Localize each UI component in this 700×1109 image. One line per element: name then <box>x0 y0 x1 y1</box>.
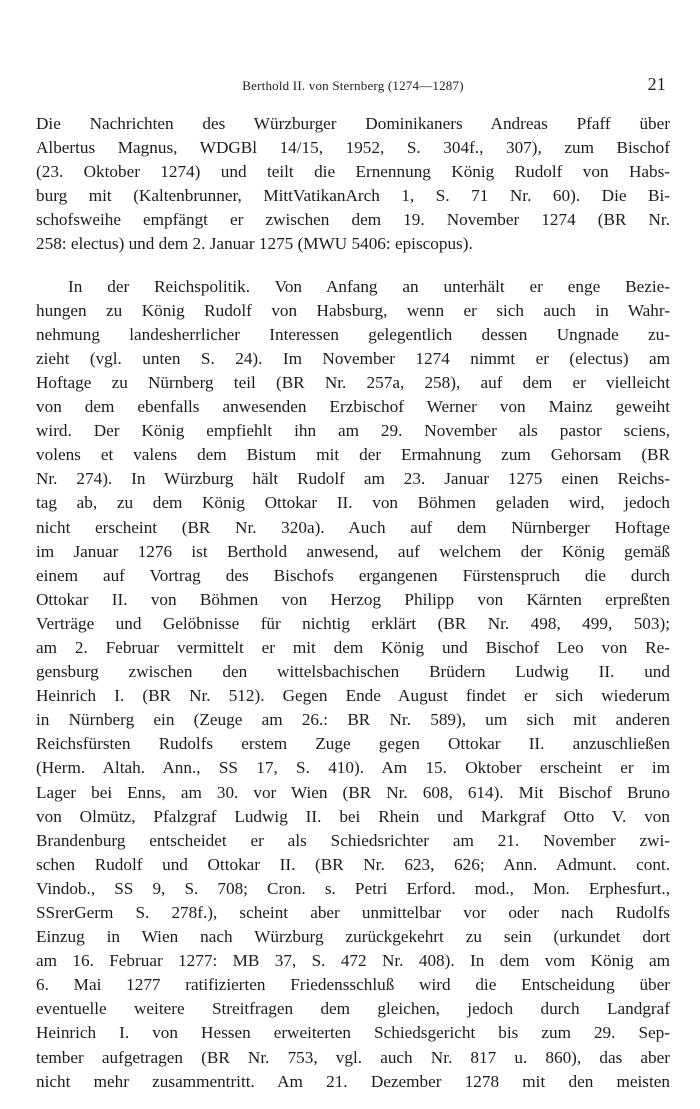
text-line: einem auf Vortrag des Bischofs ergangenen Fürstenspruch die durch <box>36 565 670 585</box>
text-line: 258: electus) und dem 2. Januar 1275 (MWU 5406: episcopus). <box>36 234 473 254</box>
text-line: 6. Mai 1277 ratifizierten Friedensschluß wird die Entscheidung über <box>36 975 670 995</box>
text-line: (23. Oktober 1274) und teilt die Ernennung König Rudolf von Habs- <box>36 162 670 182</box>
text-line: gensburg zwischen den wittelsbachischen Brüdern Ludwig II. und <box>36 662 670 682</box>
text-line: Heinrich I. von Hessen erweiterten Schiedsgericht bis zum 29. Sep- <box>36 1023 670 1043</box>
page-number: 21 <box>647 74 666 94</box>
text-line: burg mit (Kaltenbrunner, MittVatikanArch 1, S. 71 Nr. 60). Die Bi- <box>36 186 670 206</box>
text-line: wird. Der König empfiehlt ihn am 29. November als pastor sciens, <box>36 421 670 441</box>
text-line: in Nürnberg ein (Zeuge am 26.: BR Nr. 589), um sich mit anderen <box>36 710 670 730</box>
text-line: volens et valens dem Bistum mit der Ermahnung zum Gehorsam (BR <box>36 445 670 465</box>
text-line: Ottokar II. von Böhmen von Herzog Philipp von Kärnten erpreßten <box>36 589 670 609</box>
text-line: In der Reichspolitik. Von Anfang an unterhält er enge Bezie- <box>68 276 670 296</box>
text-line: im Januar 1276 ist Berthold anwesend, auf welchem der König gemäß <box>36 541 670 561</box>
text-line: am 16. Februar 1277: MB 37, S. 472 Nr. 408). In dem vom König am <box>36 951 670 971</box>
text-line: am 2. Februar vermittelt er mit dem König und Bischof Leo von Re- <box>36 637 670 657</box>
text-line: schen Rudolf und Ottokar II. (BR Nr. 623, 626; Ann. Admunt. cont. <box>36 854 670 874</box>
text-line: tember aufgetragen (BR Nr. 753, vgl. auch Nr. 817 u. 860), das aber <box>36 1047 670 1067</box>
text-line: tag ab, zu dem König Ottokar II. von Böhmen geladen wird, jedoch <box>36 493 670 513</box>
book-page <box>36 74 670 1094</box>
text-line: von dem ebenfalls anwesenden Erzbischof Werner von Mainz geweiht <box>36 397 670 417</box>
running-title: Berthold II. von Sternberg (1274—1287) <box>242 78 464 93</box>
text-line: zieht (vgl. unten S. 24). Im November 1274 nimmt er (electus) am <box>36 348 670 368</box>
text-line: Die Nachrichten des Würzburger Dominikaners Andreas Pfaff über <box>36 114 670 133</box>
text-line: schofsweihe empfängt er zwischen dem 19. November 1274 (BR Nr. <box>36 210 670 230</box>
running-head <box>36 74 670 100</box>
text-line: eventuelle weitere Streitfragen dem gleichen, jedoch durch Landgraf <box>36 999 670 1019</box>
text-line: SSrerGerm S. 278f.), scheint aber unmittelbar vor oder nach Rudolfs <box>36 903 670 922</box>
text-line: von Olmütz, Pfalzgraf Ludwig II. bei Rhein und Markgraf Otto V. von <box>36 806 670 826</box>
text-line: Hoftage zu Nürnberg teil (BR Nr. 257a, 258), auf dem er vielleicht <box>36 372 670 392</box>
text-line: Nr. 274). In Würzburg hält Rudolf am 23. Januar 1275 einen Reichs- <box>36 469 670 489</box>
text-line: Verträge und Gelöbnisse für nichtig erklärt (BR Nr. 498, 499, 503); <box>36 613 670 633</box>
text-line: Brandenburg entscheidet er als Schiedsrichter am 21. November zwi- <box>36 830 670 850</box>
text-line: Einzug in Wien nach Würzburg zurückgekehrt zu sein (urkundet dort <box>36 927 670 947</box>
text-line: Heinrich I. (BR Nr. 512). Gegen Ende August findet er sich wiederum <box>36 686 670 706</box>
paragraph-2 <box>36 275 670 1094</box>
text-line: nicht mehr zusammentritt. Am 21. Dezember 1278 mit den meisten <box>36 1071 670 1091</box>
text-line: Reichsfürsten Rudolfs erstem Zuge gegen Ottokar II. anzuschließen <box>36 734 670 754</box>
text-line: hungen zu König Rudolf von Habsburg, wenn er sich auch in Wahr- <box>36 300 670 320</box>
text-line: nicht erscheint (BR Nr. 320a). Auch auf dem Nürnberger Hoftage <box>36 517 670 537</box>
text-line: nehmung landesherrlicher Interessen gelegentlich dessen Ungnade zu- <box>36 324 670 344</box>
text-line: Vindob., SS 9, S. 708; Cron. s. Petri Erford. mod., Mon. Erphesfurt., <box>36 878 670 898</box>
paragraph-1 <box>36 112 670 257</box>
text-line: Albertus Magnus, WDGBl 14/15, 1952, S. 304f., 307), zum Bischof <box>36 138 670 158</box>
text-line: Lager bei Enns, am 30. vor Wien (BR Nr. 608, 614). Mit Bischof Bruno <box>36 782 670 802</box>
text-line: (Herm. Altah. Ann., SS 17, S. 410). Am 15. Oktober erscheint er im <box>36 758 670 778</box>
